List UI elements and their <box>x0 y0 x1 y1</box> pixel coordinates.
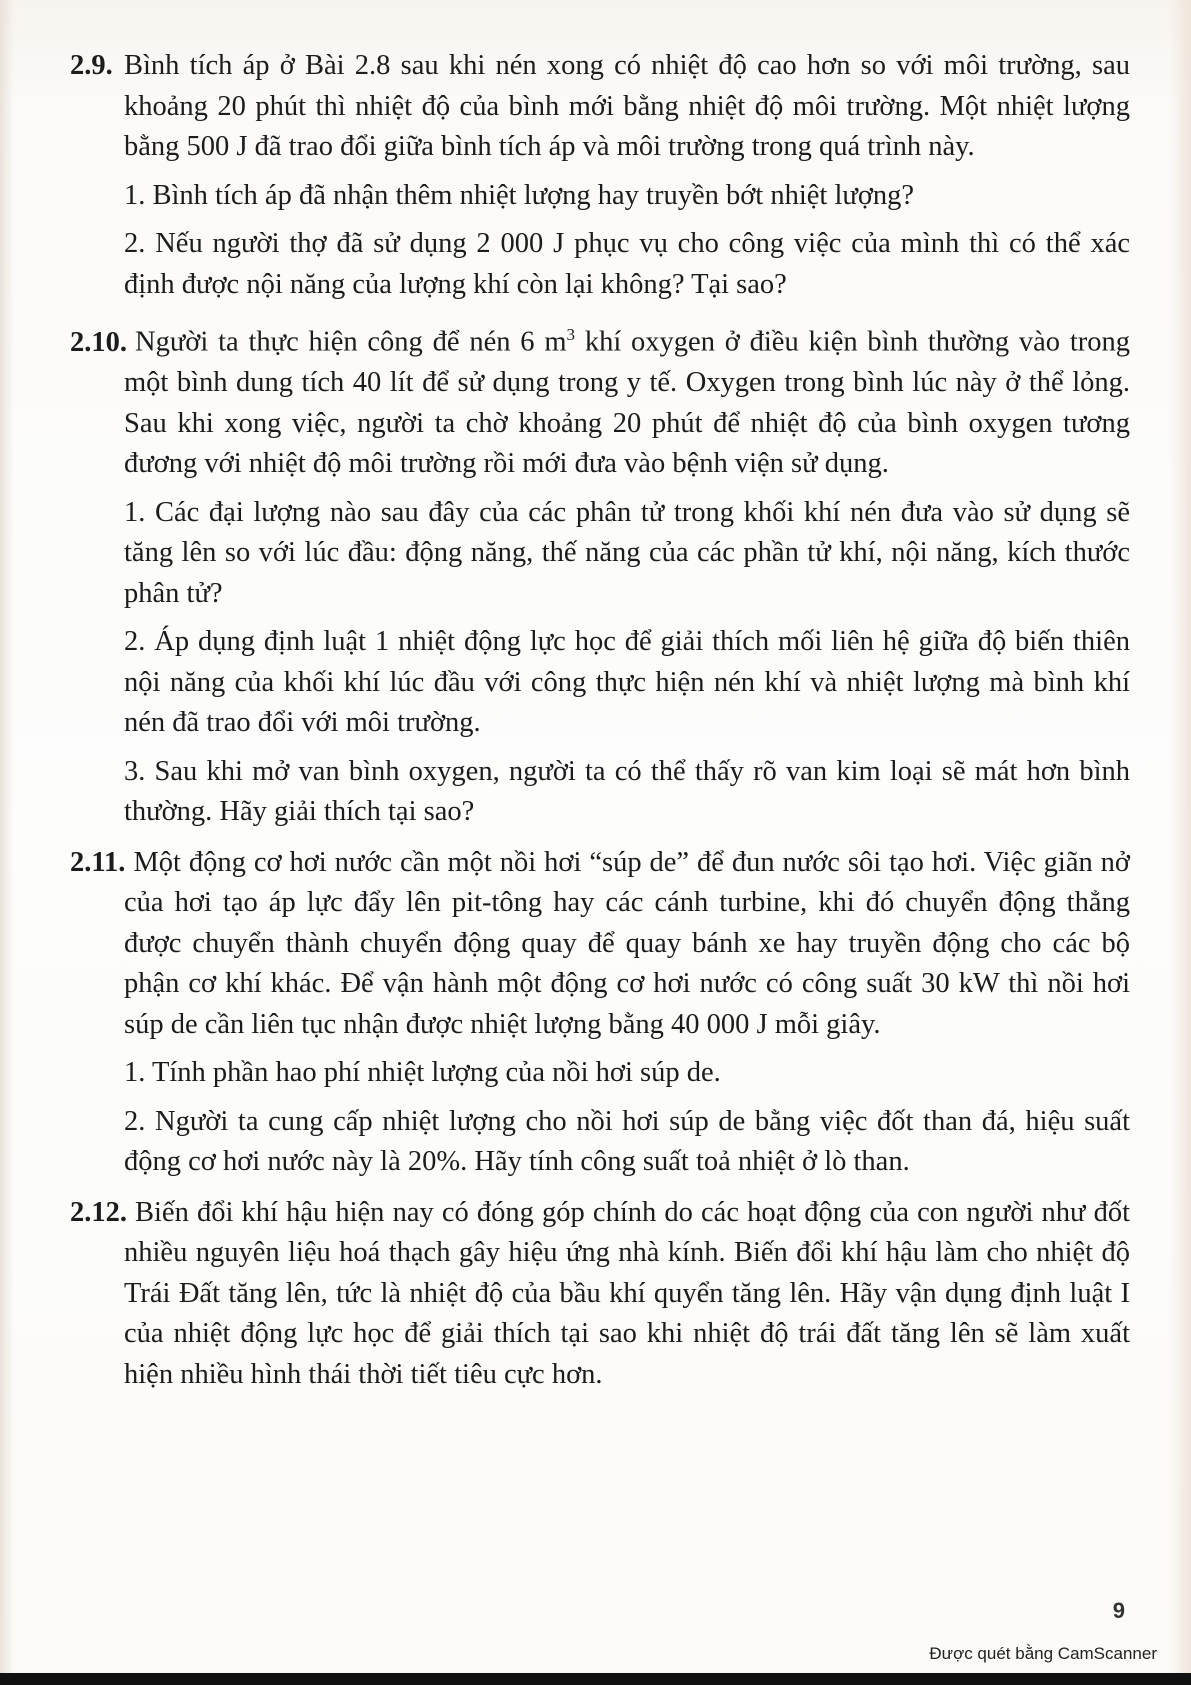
exercise-list <box>70 46 1130 1405</box>
page-number: 9 <box>1112 1598 1125 1623</box>
sub-question: 2. Nếu người thợ đã sử dụng 2 000 J phục vụ cho công việc của mình thì có thể xác định được nội năng của lượng khí còn lại không? Tại sao? <box>124 228 1130 300</box>
sub-question: 1. Các đại lượng nào sau đây của các phân tử trong khối khí nén đưa vào sử dụng sẽ tăng lên so với lúc đầu: động năng, thế năng của các phần tử khí, nội năng, kích thước phân tử? <box>124 496 1130 609</box>
problem-2-10 <box>70 315 1130 833</box>
problem-statement: Biến đổi khí hậu hiện nay có đóng góp chính do các hoạt động của con người như đốt nhiều nguyên liệu hoá thạch gây hiệu ứng nhà kính. Biến đổi khí hậu làm cho nhiệt độ Trái Đất tăng lên, tức là nhiệt độ của bầu khí quyển tăng lên. Hãy vận dụng định luật I của nhiệt động lực học để giải thích tại sao khi nhiệt độ trái đất tăng lên sẽ làm xuất hiện nhiều hình thái thời tiết tiêu cực hơn. <box>124 1196 1130 1390</box>
scanner-watermark: Được quét bằng CamScanner <box>929 1644 1157 1663</box>
problem-2-11 <box>70 843 1130 1183</box>
problem-number: 2.11. <box>70 846 126 878</box>
problem-number: 2.12. <box>70 1196 127 1228</box>
problem-2-9 <box>70 46 1130 305</box>
problem-number: 2.10. <box>70 326 127 358</box>
sub-question: 2. Người ta cung cấp nhiệt lượng cho nồi hơi súp de bằng việc đốt than đá, hiệu suất động cơ hơi nước này là 20%. Hãy tính công suất toả nhiệt ở lò than. <box>124 1105 1130 1177</box>
bottom-edge <box>0 1673 1191 1685</box>
problem-statement: Một động cơ hơi nước cần một nồi hơi “súp de” để đun nước sôi tạo hơi. Việc giãn nở của hơi tạo áp lực đẩy lên pit-tông hay các cánh turbine, khi đó chuyển động thẳng được chuyển thành chuyển động quay để quay bánh xe hay truyền động cho các bộ phận cơ khí khác. Để vận hành một động cơ hơi nước có công suất 30 kW thì nồi hơi súp de cần liên tục nhận được nhiệt lượng bằng 40 000 J mỗi giây. <box>124 846 1130 1040</box>
problem-statement: Bình tích áp ở Bài 2.8 sau khi nén xong có nhiệt độ cao hơn so với môi trường, sau khoảng 20 phút thì nhiệt độ của bình mới bằng nhiệt độ môi trường. Một nhiệt lượng bằng 500 J đã trao đổi giữa bình tích áp và môi trường trong quá trình này. <box>124 50 1130 162</box>
sub-question: 1. Tính phần hao phí nhiệt lượng của nồi hơi súp de. <box>124 1057 721 1088</box>
sub-question: 1. Bình tích áp đã nhận thêm nhiệt lượng hay truyền bớt nhiệt lượng? <box>124 179 915 211</box>
superscript-exponent: 3 <box>566 325 576 344</box>
page-left-shadow <box>0 0 14 1685</box>
problem-2-12 <box>70 1193 1130 1396</box>
problem-statement-part-2: khí oxygen ở điều kiện bình thường vào trong một bình dung tích 40 lít để sử dụng trong y tế. Oxygen trong bình lúc này ở thể lỏng. Sau khi xong việc, người ta chờ khoảng 20 phút để nhiệt độ của bình oxygen tương đương với nhiệt độ môi trường rồi mới đưa vào bệnh viện sử dụng. <box>124 326 1130 479</box>
sub-question: 3. Sau khi mở van bình oxygen, người ta có thể thấy rõ van kim loại sẽ mát hơn bình thường. Hãy giải thích tại sao? <box>124 755 1130 827</box>
problem-statement-part-1: Người ta thực hiện công để nén 6 m <box>135 326 567 358</box>
problem-number: 2.9. <box>70 50 113 81</box>
page-right-shadow <box>1169 0 1191 1685</box>
sub-question: 2. Áp dụng định luật 1 nhiệt động lực học để giải thích mối liên hệ giữa độ biến thiên nội năng của khối khí lúc đầu với công thực hiện nén khí và nhiệt lượng mà bình khí nén đã trao đổi với môi trường. <box>124 626 1130 738</box>
